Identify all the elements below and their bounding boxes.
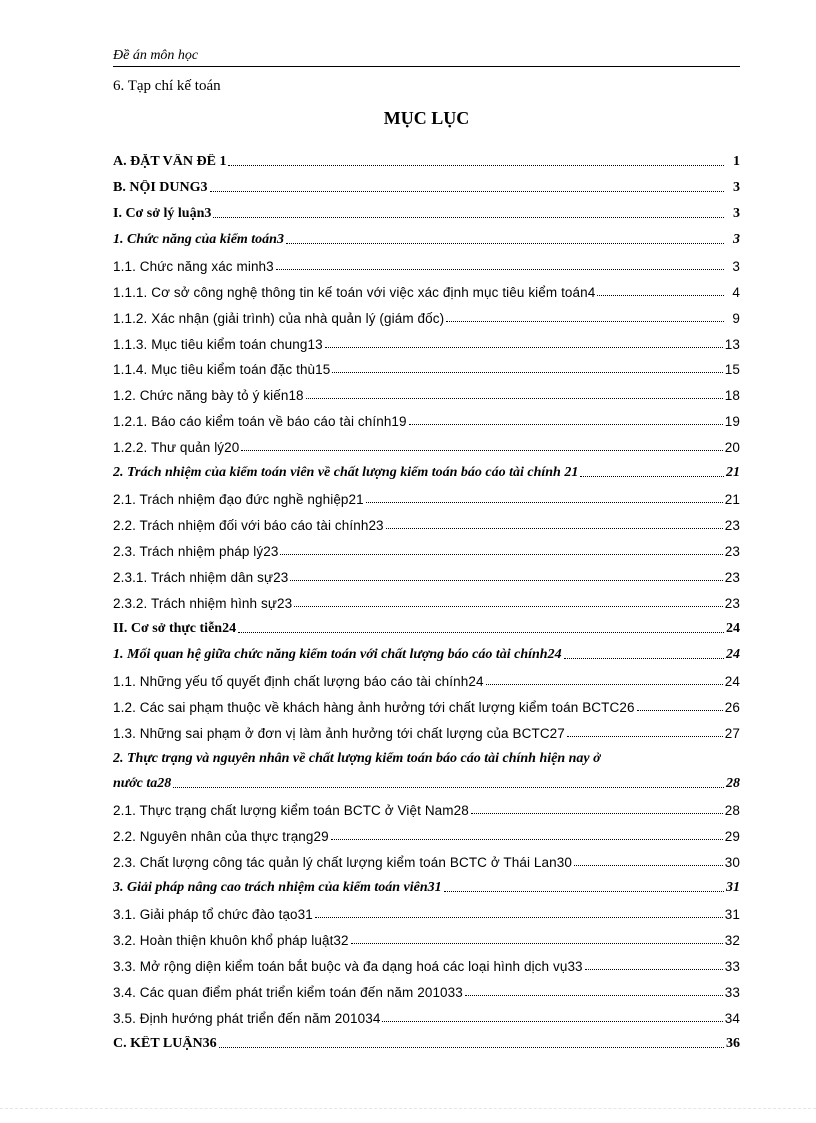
header-title: Đề án môn học xyxy=(113,48,199,63)
toc-entry-page: 32 xyxy=(724,933,740,949)
toc-entry[interactable] xyxy=(113,977,740,1003)
toc-entry[interactable] xyxy=(113,355,740,381)
toc-dot-leader xyxy=(286,243,724,244)
toc-entry[interactable] xyxy=(113,951,740,977)
toc-dot-leader xyxy=(325,347,723,348)
toc-dot-leader xyxy=(486,684,723,685)
toc-dot-leader xyxy=(564,658,724,659)
table-of-contents xyxy=(113,147,740,1055)
toc-entry-label: 1.2. Các sai phạm thuộc về khách hàng ảnh hưởng tới chất lượng kiểm toán BCTC26 xyxy=(113,699,635,715)
toc-entry-label: nước ta28 xyxy=(113,776,172,792)
toc-entry[interactable] xyxy=(113,873,740,899)
toc-dot-leader xyxy=(241,450,722,451)
toc-dot-leader xyxy=(290,580,722,581)
toc-entry-page: 20 xyxy=(724,440,740,456)
toc-entry-page: 24 xyxy=(726,620,740,636)
toc-entry-page: 34 xyxy=(724,1010,740,1026)
toc-entry[interactable] xyxy=(113,1003,740,1029)
toc-entry[interactable] xyxy=(113,329,740,355)
toc-entry-page: 9 xyxy=(732,310,740,326)
toc-entry-page: 3 xyxy=(733,205,740,221)
toc-entry[interactable] xyxy=(113,484,740,510)
toc-dot-leader xyxy=(597,295,724,296)
toc-entry[interactable] xyxy=(113,795,740,821)
toc-entry[interactable] xyxy=(113,770,740,796)
toc-entry[interactable] xyxy=(113,251,740,277)
toc-dot-leader xyxy=(210,191,724,192)
toc-entry-label: 1.1.2. Xác nhận (giải trình) của nhà quản lý (giám đốc) xyxy=(113,310,445,326)
toc-entry[interactable] xyxy=(113,588,740,614)
toc-entry[interactable] xyxy=(113,173,740,199)
toc-dot-leader xyxy=(306,398,723,399)
toc-entry-label: C. KẾT LUẬN36 xyxy=(113,1035,217,1051)
toc-entry-label: 2.2. Trách nhiệm đối với báo cáo tài chính23 xyxy=(113,518,384,534)
toc-entry-label: 3.1. Giải pháp tổ chức đào tạo31 xyxy=(113,907,313,923)
toc-entry-label: 1.1.1. Cơ sở công nghệ thông tin kế toán với việc xác định mục tiêu kiểm toán4 xyxy=(113,284,596,300)
toc-entry-label: 2.3.2. Trách nhiệm hình sự23 xyxy=(113,595,293,611)
toc-entry-page: 31 xyxy=(726,880,740,896)
toc-dot-leader xyxy=(465,995,723,996)
toc-entry-page: 30 xyxy=(724,855,740,871)
toc-entry[interactable] xyxy=(113,536,740,562)
toc-entry-page: 23 xyxy=(724,544,740,559)
toc-entry-page: 3 xyxy=(733,179,740,195)
toc-entry-label: 3.3. Mở rộng diện kiểm toán bắt buộc và đa dạng hoá các loại hình dịch vụ33 xyxy=(113,959,583,974)
toc-dot-leader xyxy=(580,476,724,477)
toc-entry[interactable] xyxy=(113,1029,740,1055)
toc-dot-leader xyxy=(637,710,723,711)
toc-entry-label: 3.4. Các quan điểm phát triển kiểm toán đến năm 201033 xyxy=(113,984,463,1000)
toc-entry-page: 23 xyxy=(724,569,740,585)
toc-dot-leader xyxy=(280,554,722,555)
toc-entry-page: 1 xyxy=(733,153,740,169)
toc-dot-leader xyxy=(366,502,723,503)
toc-title: MỤC LỤC xyxy=(383,108,470,128)
toc-dot-leader xyxy=(332,372,722,373)
toc-entry[interactable] xyxy=(113,380,740,406)
toc-entry[interactable] xyxy=(113,303,740,329)
toc-entry-label: A. ĐẶT VẤN ĐỀ 1 xyxy=(113,153,227,169)
toc-entry[interactable] xyxy=(113,925,740,951)
toc-dot-leader xyxy=(574,865,723,866)
toc-entry[interactable] xyxy=(113,821,740,847)
toc-entry-label: 1.2.1. Báo cáo kiểm toán về báo cáo tài chính19 xyxy=(113,414,407,430)
toc-entry[interactable] xyxy=(113,432,740,458)
toc-entry[interactable] xyxy=(113,899,740,925)
toc-entry[interactable] xyxy=(113,199,740,225)
toc-dot-leader xyxy=(228,165,724,166)
toc-entry-page: 21 xyxy=(724,492,740,508)
page-bottom-divider xyxy=(0,1108,816,1109)
toc-entry[interactable] xyxy=(113,510,740,536)
toc-entry-label: 1.1. Những yếu tố quyết định chất lượng báo cáo tài chính24 xyxy=(113,673,484,689)
toc-entry[interactable] xyxy=(113,847,740,873)
toc-dot-leader xyxy=(294,606,723,607)
toc-entry-page: 29 xyxy=(724,829,740,845)
toc-entry-page: 33 xyxy=(724,984,740,1000)
toc-entry-label: 2.1. Trách nhiệm đạo đức nghề nghiệp21 xyxy=(113,492,364,508)
toc-entry-page: 31 xyxy=(724,907,740,923)
toc-entry-page: 36 xyxy=(726,1035,740,1051)
toc-entry-page: 4 xyxy=(732,284,740,300)
toc-entry-label: 1.1.4. Mục tiêu kiểm toán đặc thù15 xyxy=(113,362,331,378)
toc-entry-page: 23 xyxy=(724,518,740,534)
toc-dot-leader xyxy=(331,839,723,840)
toc-entry-page: 26 xyxy=(724,699,740,715)
toc-entry[interactable] xyxy=(113,640,740,666)
toc-entry-page: 19 xyxy=(724,414,740,430)
page-header xyxy=(113,46,740,67)
toc-entry-label: 1.2.2. Thư quản lý20 xyxy=(113,440,240,456)
toc-dot-leader xyxy=(409,424,723,425)
toc-dot-leader xyxy=(315,917,723,918)
toc-dot-leader xyxy=(213,217,724,218)
toc-dot-leader xyxy=(471,813,723,814)
toc-entry-label: 2.3. Trách nhiệm pháp lý23 xyxy=(113,544,279,559)
toc-dot-leader xyxy=(276,269,724,270)
toc-entry-page: 23 xyxy=(724,595,740,611)
toc-dot-leader xyxy=(446,321,724,322)
toc-entry-label: 3.5. Định hướng phát triển đến năm 201034 xyxy=(113,1010,381,1026)
toc-dot-leader xyxy=(219,1047,724,1048)
toc-entry[interactable] xyxy=(113,718,740,744)
toc-entry-label: 2.2. Nguyên nhân của thực trạng29 xyxy=(113,829,329,845)
toc-entry[interactable] xyxy=(113,406,740,432)
toc-entry-label: 2.1. Thực trạng chất lượng kiểm toán BCTC ở Việt Nam28 xyxy=(113,803,469,819)
toc-entry[interactable] xyxy=(113,666,740,692)
toc-entry[interactable] xyxy=(113,277,740,303)
toc-entry-label: 3. Giải pháp nâng cao trách nhiệm của kiểm toán viên31 xyxy=(113,880,442,896)
toc-entry-label: B. NỘI DUNG3 xyxy=(113,179,208,195)
toc-entry-label: 2. Trách nhiệm của kiểm toán viên về chất lượng kiểm toán báo cáo tài chính 21 xyxy=(113,465,579,481)
toc-entry-page: 3 xyxy=(732,258,740,274)
toc-entry-page: 24 xyxy=(726,646,740,662)
toc-entry-label: 1.1.3. Mục tiêu kiểm toán chung13 xyxy=(113,336,323,352)
toc-entry-page: 15 xyxy=(724,362,740,378)
toc-entry-page: 28 xyxy=(724,803,740,819)
reference-line: 6. Tạp chí kế toán xyxy=(113,78,221,94)
toc-entry-label: II. Cơ sở thực tiễn24 xyxy=(113,620,237,636)
toc-entry[interactable] xyxy=(113,692,740,718)
toc-entry-label: 1. Chức năng của kiểm toán3 xyxy=(113,231,284,247)
toc-dot-leader xyxy=(585,969,723,970)
toc-dot-leader xyxy=(382,1021,722,1022)
toc-dot-leader xyxy=(238,632,724,633)
toc-entry[interactable] xyxy=(113,458,740,484)
toc-entry[interactable] xyxy=(113,614,740,640)
toc-entry-page: 3 xyxy=(733,231,740,247)
toc-entry-label: 2.3.1. Trách nhiệm dân sự23 xyxy=(113,569,289,585)
toc-entry-label: 3.2. Hoàn thiện khuôn khổ pháp luật32 xyxy=(113,933,349,949)
toc-entry[interactable] xyxy=(113,225,740,251)
toc-entry[interactable] xyxy=(113,147,740,173)
toc-entry-label: 2.3. Chất lượng công tác quản lý chất lượng kiểm toán BCTC ở Thái Lan30 xyxy=(113,855,572,871)
toc-entry-page: 28 xyxy=(726,776,740,792)
toc-dot-leader xyxy=(386,528,723,529)
toc-entry-page: 13 xyxy=(724,336,740,352)
toc-dot-leader xyxy=(173,787,724,788)
toc-entry-label: 1.2. Chức năng bày tỏ ý kiến18 xyxy=(113,388,304,404)
toc-entry[interactable] xyxy=(113,562,740,588)
toc-entry-page: 27 xyxy=(724,725,740,741)
toc-entry-label: 1.3. Những sai phạm ở đơn vị làm ảnh hưởng tới chất lượng của BCTC27 xyxy=(113,725,565,741)
toc-entry-label: I. Cơ sở lý luận3 xyxy=(113,205,212,221)
toc-entry-label: 1.1. Chức năng xác minh3 xyxy=(113,258,274,274)
toc-entry-page: 33 xyxy=(724,959,740,974)
toc-dot-leader xyxy=(567,736,723,737)
toc-entry[interactable] xyxy=(113,744,740,770)
toc-entry-page: 18 xyxy=(724,388,740,404)
toc-dot-leader xyxy=(444,891,724,892)
toc-entry-label: 2. Thực trạng và nguyên nhân về chất lượng kiểm toán báo cáo tài chính hiện nay ở xyxy=(113,750,601,766)
toc-entry-page: 24 xyxy=(724,673,740,689)
toc-entry-page: 21 xyxy=(726,465,740,481)
toc-dot-leader xyxy=(351,943,723,944)
toc-entry-label: 1. Mối quan hệ giữa chức năng kiểm toán với chất lượng báo cáo tài chính24 xyxy=(113,646,562,662)
